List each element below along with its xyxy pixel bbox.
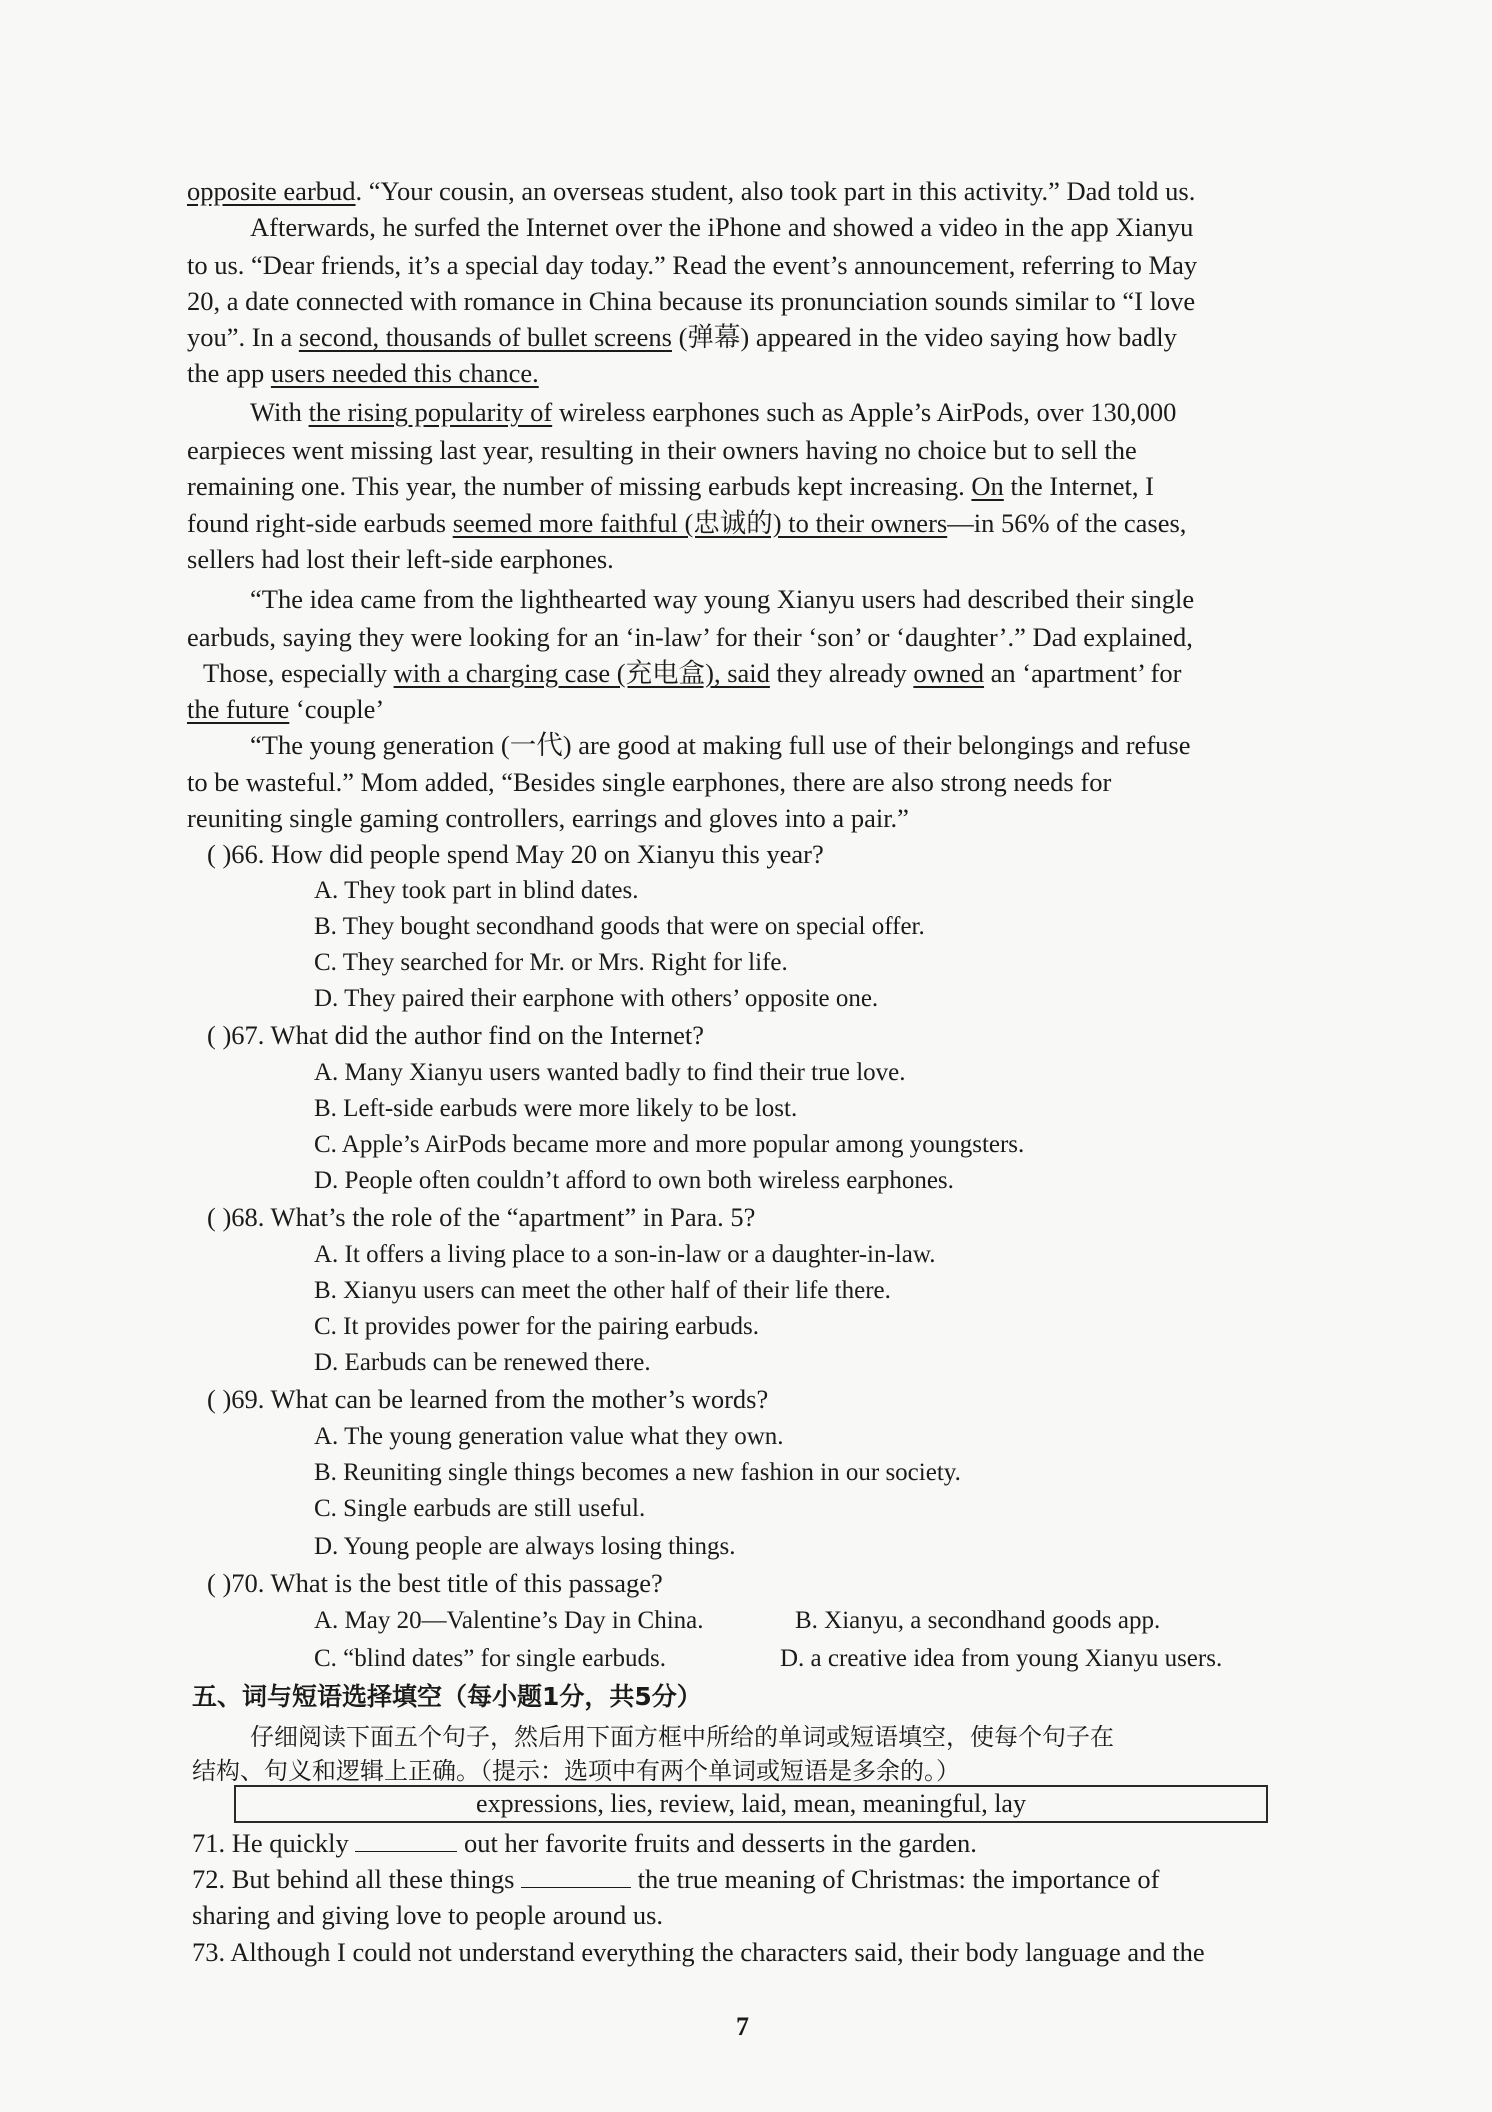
- passage-line: reuniting single gaming controllers, earrings and gloves into a pair.”: [187, 803, 909, 833]
- passage-line: “The young generation (一代) are good at making full use of their belongings and refuse: [250, 730, 1191, 760]
- passage-line: Afterwards, he surfed the Internet over the iPhone and showed a video in the app Xianyu: [250, 212, 1194, 242]
- answer-blank[interactable]: [355, 1827, 457, 1852]
- option-67-c: C. Apple’s AirPods became more and more popular among youngsters.: [314, 1131, 1025, 1158]
- passage-line: remaining one. This year, the number of missing earbuds kept increasing. On the Internet, I: [187, 471, 1154, 501]
- option-67-b: B. Left-side earbuds were more likely to be lost.: [314, 1095, 798, 1122]
- option-66-b: B. They bought secondhand goods that were on special offer.: [314, 913, 925, 940]
- passage-line: With the rising popularity of wireless earphones such as Apple’s AirPods, over 130,000: [250, 397, 1177, 427]
- option-69-c: C. Single earbuds are still useful.: [314, 1495, 646, 1522]
- option-66-c: C. They searched for Mr. or Mrs. Right for life.: [314, 949, 788, 976]
- passage-line: sellers had lost their left-side earphones.: [187, 544, 614, 574]
- section-instruction: 仔细阅读下面五个句子，然后用下面方框中所给的单词或短语填空，使每个句子在: [250, 1723, 1114, 1751]
- option-68-b: B. Xianyu users can meet the other half of their life there.: [314, 1277, 891, 1304]
- answer-bracket[interactable]: ( ): [207, 839, 232, 869]
- option-69-b: B. Reuniting single things becomes a new fashion in our society.: [314, 1459, 961, 1486]
- option-67-d: D. People often couldn’t afford to own both wireless earphones.: [314, 1167, 954, 1194]
- passage-line: to be wasteful.” Mom added, “Besides single earphones, there are also strong needs for: [187, 767, 1112, 797]
- option-68-c: C. It provides power for the pairing earbuds.: [314, 1313, 760, 1340]
- sentence-72-cont: sharing and giving love to people around us.: [192, 1900, 664, 1930]
- passage-line: opposite earbud. “Your cousin, an overseas student, also took part in this activity.” Dad told us.: [187, 176, 1196, 206]
- passage-line: “The idea came from the lighthearted way young Xianyu users had described their single: [250, 584, 1195, 614]
- page-number: 7: [736, 2012, 749, 2041]
- option-70-d: D. a creative idea from young Xianyu users.: [780, 1645, 1223, 1672]
- answer-bracket[interactable]: ( ): [207, 1384, 232, 1414]
- option-68-d: D. Earbuds can be renewed there.: [314, 1349, 651, 1376]
- option-67-a: A. Many Xianyu users wanted badly to find their true love.: [314, 1059, 906, 1086]
- question-66: ( )66. How did people spend May 20 on Xianyu this year?: [207, 839, 824, 869]
- word-bank-box: expressions, lies, review, laid, mean, meaningful, lay: [234, 1785, 1268, 1823]
- question-68: ( )68. What’s the role of the “apartment” in Para. 5?: [207, 1202, 756, 1232]
- answer-bracket[interactable]: ( ): [207, 1568, 232, 1598]
- answer-bracket[interactable]: ( ): [207, 1202, 232, 1232]
- answer-bracket[interactable]: ( ): [207, 1020, 232, 1050]
- passage-line: you”. In a second, thousands of bullet screens (弹幕) appeared in the video saying how badly: [187, 322, 1177, 352]
- option-70-c: C. “blind dates” for single earbuds.: [314, 1645, 666, 1672]
- section-title: 五、词与短语选择填空（每小题1分，共5分）: [192, 1682, 702, 1711]
- section-instruction: 结构、句义和逻辑上正确。（提示：选项中有两个单词或短语是多余的。）: [192, 1757, 960, 1785]
- passage-line: to us. “Dear friends, it’s a special day today.” Read the event’s announcement, referring to May: [187, 250, 1198, 280]
- sentence-72: 72. But behind all these things the true meaning of Christmas: the importance of: [192, 1864, 1160, 1894]
- passage-line: found right-side earbuds seemed more faithful (忠诚的) to their owners—in 56% of the cases,: [187, 508, 1187, 538]
- question-69: ( )69. What can be learned from the mother’s words?: [207, 1384, 769, 1414]
- sentence-71: 71. He quickly out her favorite fruits and desserts in the garden.: [192, 1828, 977, 1858]
- option-68-a: A. It offers a living place to a son-in-law or a daughter-in-law.: [314, 1241, 936, 1268]
- question-67: ( )67. What did the author find on the Internet?: [207, 1020, 704, 1050]
- option-66-a: A. They took part in blind dates.: [314, 877, 639, 904]
- option-70-b: B. Xianyu, a secondhand goods app.: [795, 1607, 1161, 1634]
- option-69-d: D. Young people are always losing things.: [314, 1533, 736, 1560]
- option-66-d: D. They paired their earphone with others’ opposite one.: [314, 985, 879, 1012]
- option-70-a: A. May 20—Valentine’s Day in China.: [314, 1607, 704, 1634]
- passage-line: the future ‘couple’: [187, 694, 385, 724]
- passage-line: the app users needed this chance.: [187, 358, 539, 388]
- question-70: ( )70. What is the best title of this passage?: [207, 1568, 663, 1598]
- passage-line: 20, a date connected with romance in China because its pronunciation sounds similar to “I love: [187, 286, 1196, 316]
- passage-line: earpieces went missing last year, resulting in their owners having no choice but to sell the: [187, 435, 1137, 465]
- option-69-a: A. The young generation value what they own.: [314, 1423, 784, 1450]
- answer-blank[interactable]: [521, 1863, 631, 1888]
- passage-line: earbuds, saying they were looking for an ‘in-law’ for their ‘son’ or ‘daughter’.” Dad explained,: [187, 622, 1193, 652]
- sentence-73: 73. Although I could not understand everything the characters said, their body language and the: [192, 1937, 1205, 1967]
- passage-line: Those, especially with a charging case (充电盒), said they already owned an ‘apartment’ for: [203, 658, 1182, 688]
